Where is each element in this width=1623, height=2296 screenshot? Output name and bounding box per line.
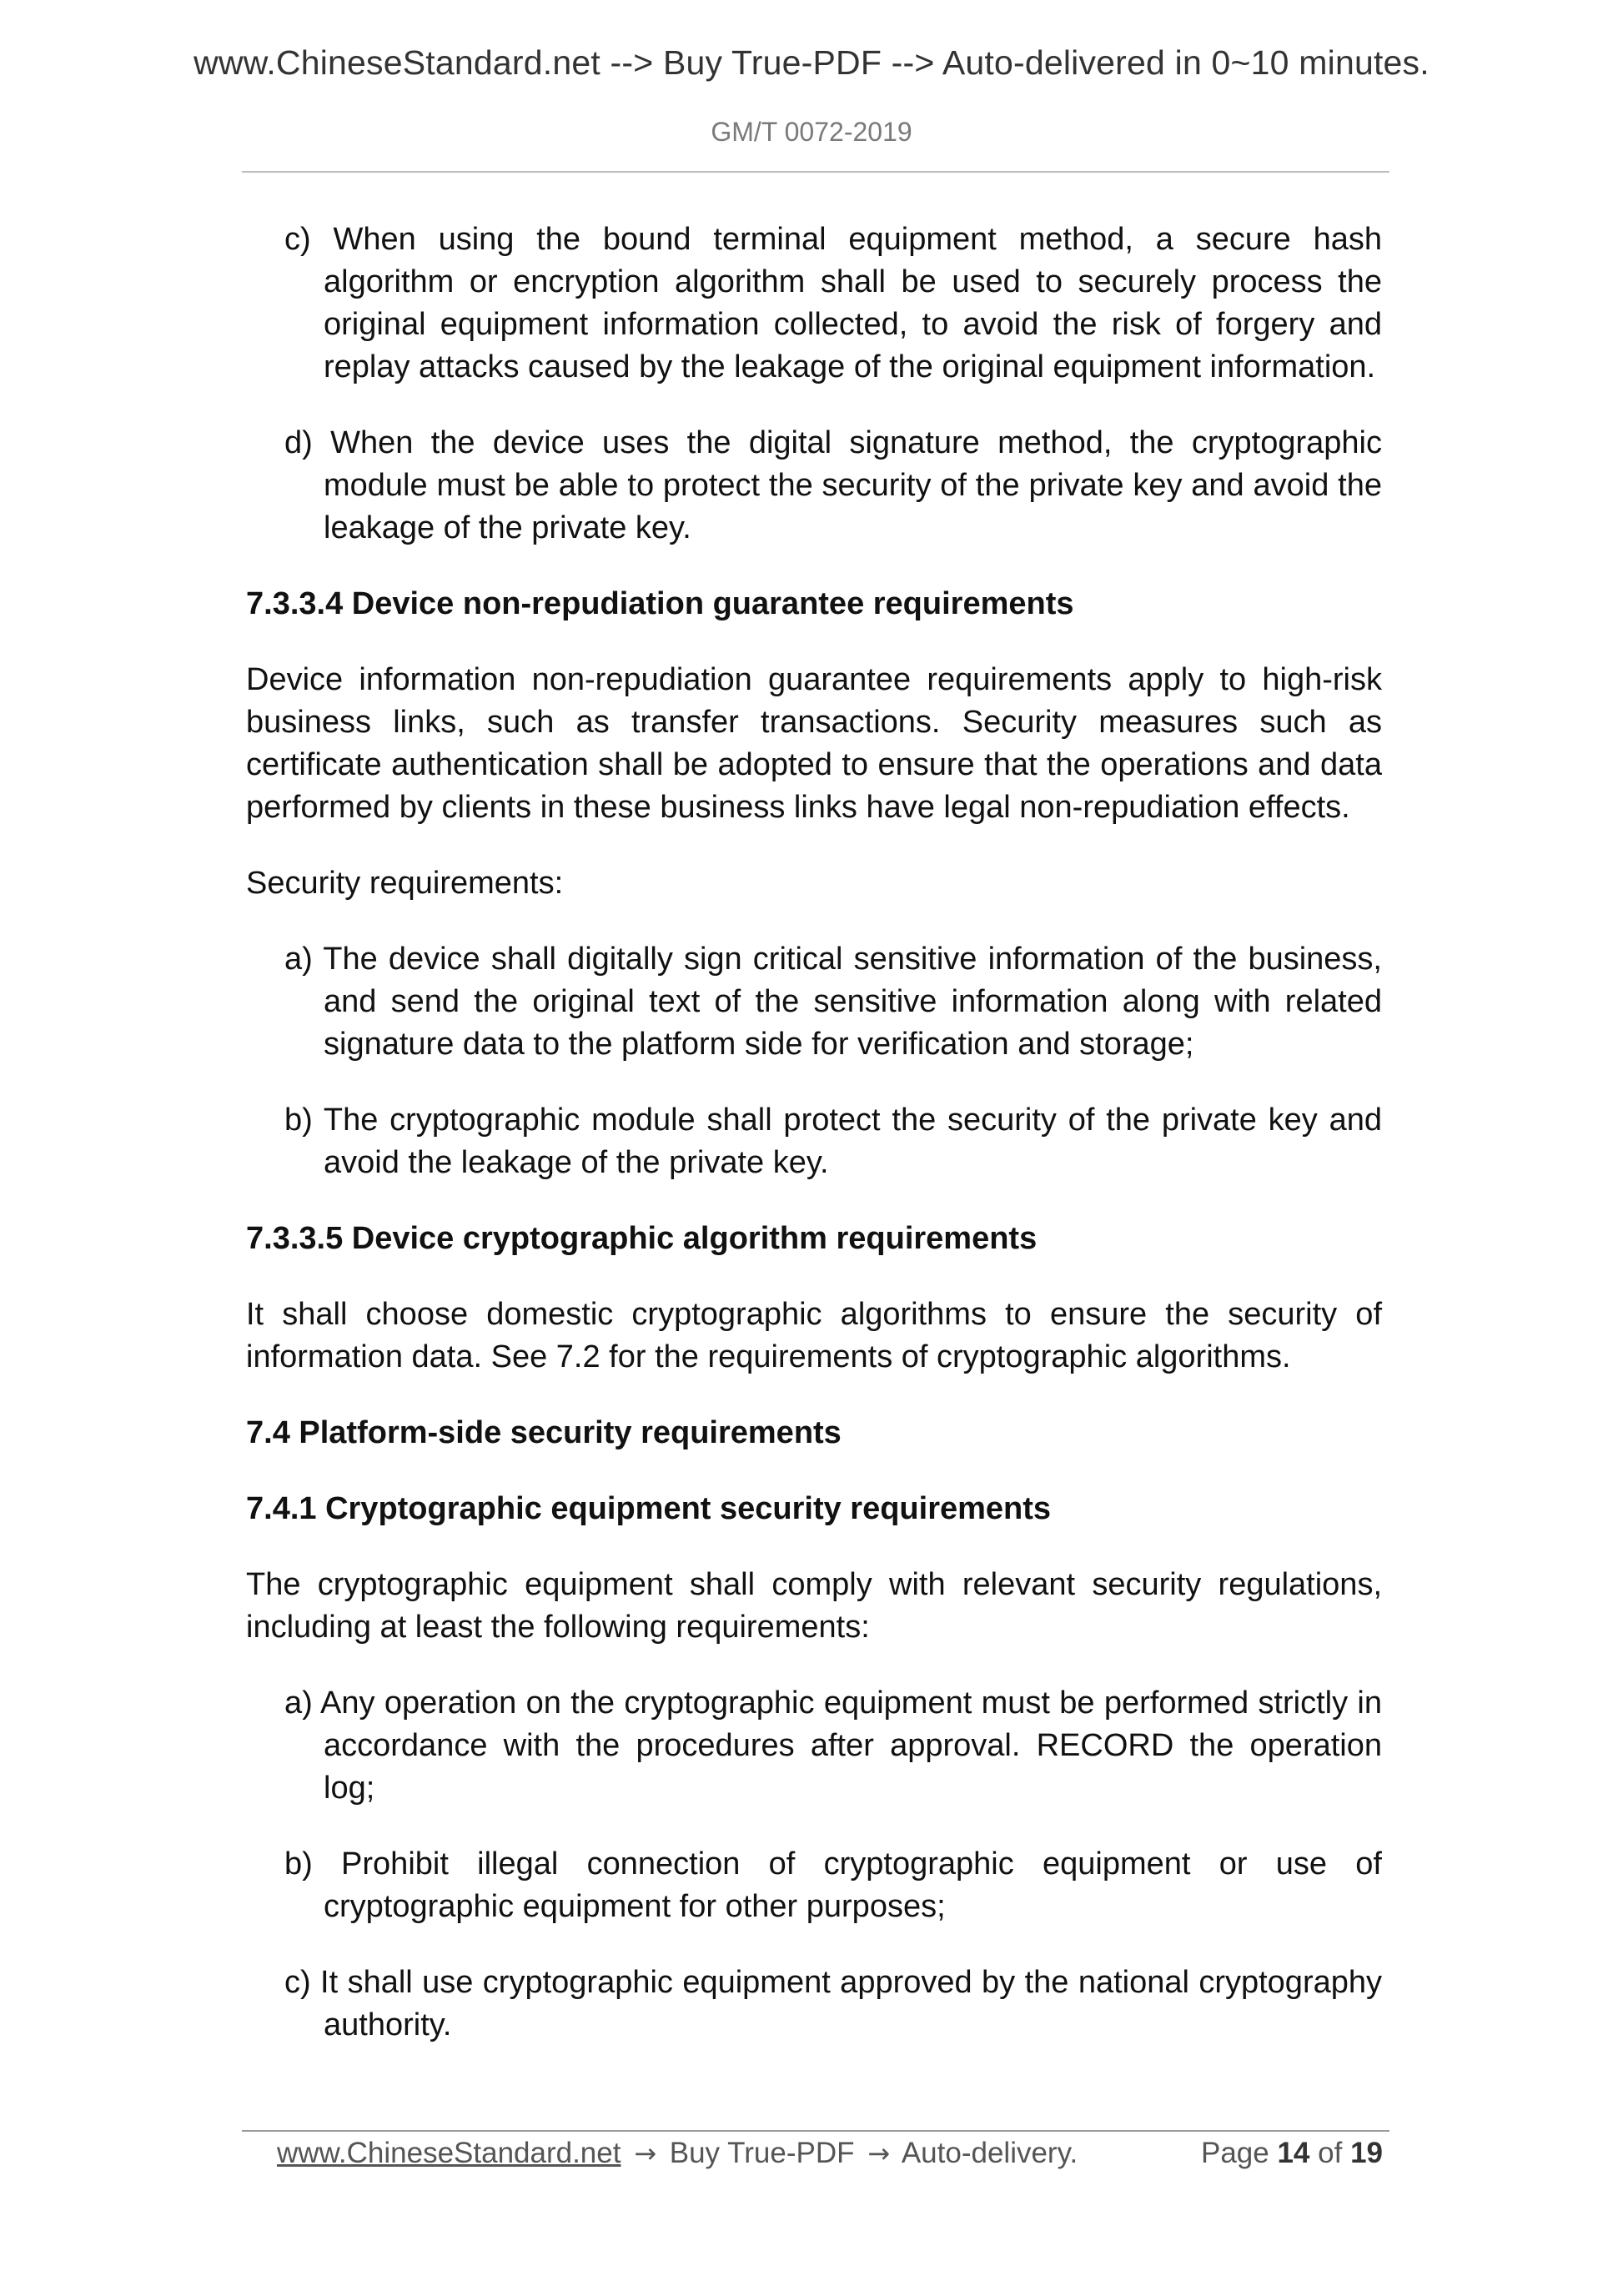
section-heading-7-3-3-4: 7.3.3.4 Device non-repudiation guarantee requirements bbox=[246, 586, 1074, 621]
paragraph-cryptographic-algorithms: It shall choose domestic cryptographic algorithms to ensure the security of information data. See 7.2 for the requirements of cryptographic algorithms. bbox=[246, 1297, 1382, 1374]
of-word: of bbox=[1318, 2137, 1343, 2169]
list-item-c-terminal-equipment: c) When using the bound terminal equipment method, a secure hash algorithm or encryption algorithm shall be used to securely process the original equipment information collected, to avoid the risk of forgery and replay attacks caused by the leakage of the original equipment information. bbox=[284, 222, 1382, 384]
list-item-b-protect-private-key: b) The cryptographic module shall protect the security of the private key and avoid the leakage of the private key. bbox=[284, 1103, 1382, 1180]
header-divider bbox=[242, 171, 1389, 173]
list-item-c-approved-equipment: c) It shall use cryptographic equipment approved by the national cryptography authority. bbox=[284, 1965, 1382, 2042]
paragraph-non-repudiation: Device information non-repudiation guarantee requirements apply to high-risk business links, such as transfer transactions. Security measures such as certificate authentication shall be adopted to ensure that the operations and data performed by clients in these business links have legal non-repudiation effects. bbox=[246, 662, 1382, 825]
section-heading-7-3-3-5: 7.3.3.5 Device cryptographic algorithm requirements bbox=[246, 1221, 1038, 1256]
right-arrow-icon: → bbox=[634, 2138, 657, 2169]
paragraph-equipment-regulations: The cryptographic equipment shall comply with relevant security regulations, including at least the following requirements: bbox=[246, 1567, 1382, 1645]
page-total: 19 bbox=[1350, 2137, 1383, 2169]
security-requirements-label: Security requirements: bbox=[246, 866, 564, 901]
list-item-a-sign-sensitive-info: a) The device shall digitally sign critical sensitive information of the business, and send the original text of the sensitive information along with related signature data to the platform side for verification and storage; bbox=[284, 942, 1382, 1062]
page-word: Page bbox=[1200, 2137, 1269, 2169]
right-arrow-icon: → bbox=[867, 2138, 891, 2169]
list-item-b-prohibit-illegal-connection: b) Prohibit illegal connection of cryptographic equipment or use of cryptographic equipment for other purposes; bbox=[284, 1846, 1382, 1924]
footer-links bbox=[277, 2137, 1078, 2170]
section-heading-7-4: 7.4 Platform-side security requirements bbox=[246, 1415, 842, 1450]
list-item-d-digital-signature: d) When the device uses the digital signature method, the cryptographic module must be able to protect the security of the private key and avoid the leakage of the private key. bbox=[284, 425, 1382, 545]
page-footer bbox=[277, 2137, 1383, 2182]
footer-divider bbox=[242, 2130, 1389, 2132]
page-number bbox=[1201, 2137, 1383, 2170]
footer-delivery-text: Auto-delivery. bbox=[901, 2137, 1078, 2169]
standard-code: GM/T 0072-2019 bbox=[711, 117, 912, 147]
page-current: 14 bbox=[1277, 2137, 1310, 2169]
list-item-a-approved-procedures: a) Any operation on the cryptographic equipment must be performed strictly in accordance with the procedures after approval. RECORD the operation log; bbox=[284, 1686, 1382, 1806]
section-heading-7-4-1: 7.4.1 Cryptographic equipment security requirements bbox=[246, 1491, 1052, 1526]
footer-site-link[interactable]: www.ChineseStandard.net bbox=[277, 2137, 621, 2169]
page-content bbox=[246, 219, 1382, 2080]
footer-buy-text: Buy True-PDF bbox=[669, 2137, 855, 2169]
top-banner: www.ChineseStandard.net --> Buy True-PDF --> Auto-delivered in 0~10 minutes. bbox=[193, 43, 1430, 82]
